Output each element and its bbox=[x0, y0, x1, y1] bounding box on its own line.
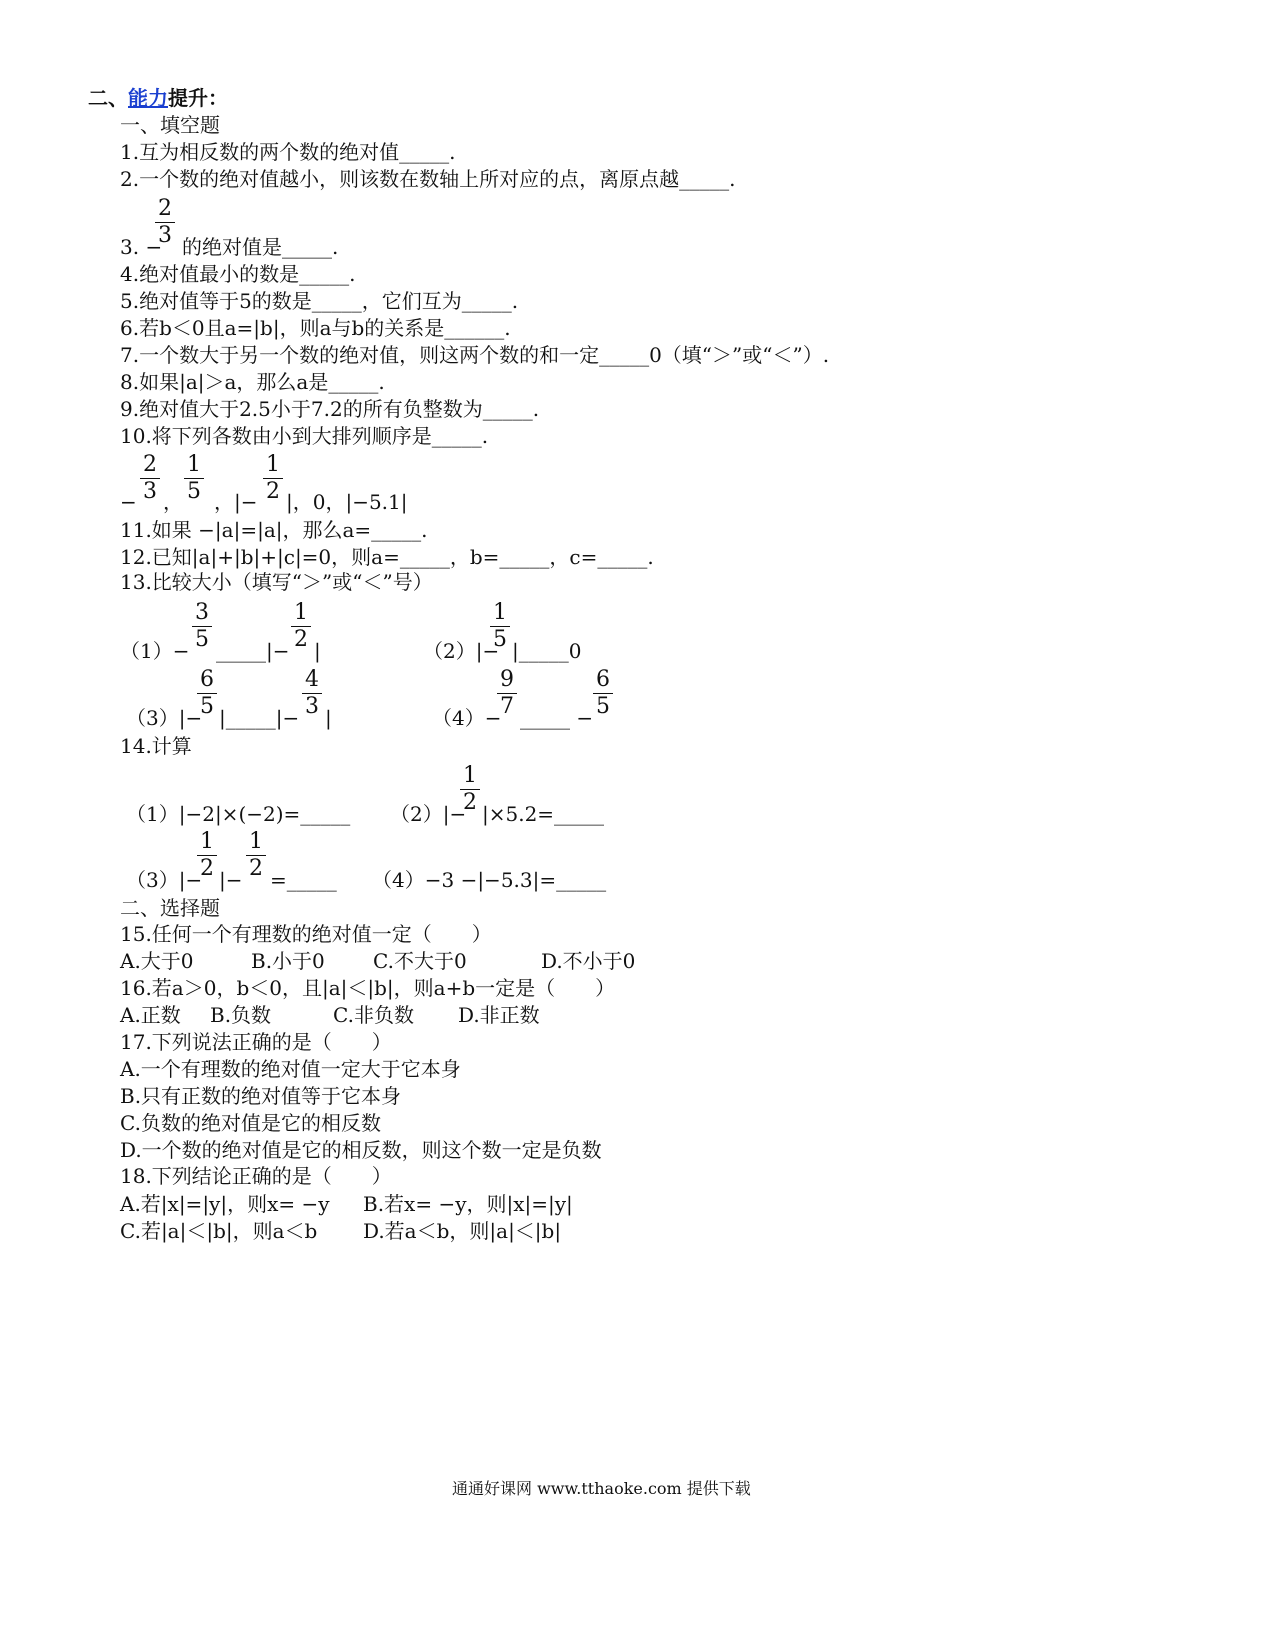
option: A.若|x|=|y|，则x= −y bbox=[120, 1192, 330, 1216]
denominator: 3 bbox=[140, 478, 160, 505]
option: D.不小于0 bbox=[541, 949, 636, 973]
numerator: 9 bbox=[500, 667, 514, 692]
fraction bbox=[246, 829, 266, 882]
option: D.一个数的绝对值是它的相反数，则这个数一定是负数 bbox=[120, 1138, 602, 1162]
item-text: | bbox=[325, 706, 332, 730]
denominator: 3 bbox=[302, 693, 322, 720]
question-9: 9.绝对值大于2.5小于7.2的所有负整数为_____. bbox=[120, 397, 540, 421]
question-17: 17.下列说法正确的是（ ） bbox=[120, 1030, 392, 1054]
list-text: − bbox=[120, 490, 137, 514]
question-3-suffix: 的绝对值是_____. bbox=[182, 235, 339, 259]
fraction bbox=[184, 452, 204, 505]
denominator: 2 bbox=[291, 626, 311, 653]
heading-suffix: 提升： bbox=[168, 86, 228, 110]
item-text: （2）|− bbox=[390, 802, 467, 826]
question-6: 6.若b＜0且a=|b|，则a与b的关系是______. bbox=[120, 316, 511, 340]
numerator: 6 bbox=[596, 667, 610, 692]
question-16: 16.若a＞0，b＜0，且|a|＜|b|，则a+b一定是（ ） bbox=[120, 976, 616, 1000]
numerator: 4 bbox=[305, 667, 319, 692]
denominator: 7 bbox=[497, 693, 517, 720]
numerator: 2 bbox=[143, 452, 157, 477]
list-text: ，|− bbox=[214, 490, 258, 514]
numerator: 1 bbox=[266, 452, 280, 477]
item-text: | bbox=[314, 639, 321, 663]
section-fill-title: 一、填空题 bbox=[120, 113, 220, 137]
item-text: （3）|− bbox=[126, 706, 203, 730]
numerator: 1 bbox=[463, 763, 477, 788]
section-heading bbox=[88, 86, 228, 110]
denominator: 5 bbox=[184, 478, 204, 505]
question-12: 12.已知|a|+|b|+|c|=0，则a=_____，b=_____，c=_____. bbox=[120, 545, 654, 569]
fraction bbox=[460, 763, 480, 816]
option: A.一个有理数的绝对值一定大于它本身 bbox=[120, 1057, 461, 1081]
question-18: 18.下列结论正确的是（ ） bbox=[120, 1164, 392, 1188]
question-15: 15.任何一个有理数的绝对值一定（ ） bbox=[120, 922, 492, 946]
question-7: 7.一个数大于另一个数的绝对值，则这两个数的和一定_____0（填“＞”或“＜”）. bbox=[120, 343, 830, 367]
numerator: 1 bbox=[187, 452, 201, 477]
option: B.小于0 bbox=[251, 949, 325, 973]
item-text: （2）|− bbox=[423, 639, 500, 663]
fraction bbox=[197, 667, 217, 720]
numerator: 1 bbox=[200, 829, 214, 854]
item-text: |_____|− bbox=[219, 706, 300, 730]
item-text: _____ − bbox=[520, 706, 594, 730]
fraction bbox=[593, 667, 613, 720]
question-5: 5.绝对值等于5的数是_____，它们互为_____. bbox=[120, 289, 519, 313]
fraction bbox=[497, 667, 517, 720]
numerator: 6 bbox=[200, 667, 214, 692]
denominator: 2 bbox=[197, 855, 217, 882]
item-text: |_____0 bbox=[512, 639, 582, 663]
numerator: 2 bbox=[158, 196, 172, 221]
list-text: |，0，|−5.1| bbox=[286, 490, 408, 514]
question-10: 10.将下列各数由小到大排列顺序是_____. bbox=[120, 424, 489, 448]
denominator: 5 bbox=[593, 693, 613, 720]
item-text: |− bbox=[219, 868, 243, 892]
option: C.非负数 bbox=[333, 1003, 414, 1027]
denominator: 5 bbox=[197, 693, 217, 720]
numerator: 1 bbox=[249, 829, 263, 854]
denominator: 5 bbox=[490, 626, 510, 653]
fraction bbox=[197, 829, 217, 882]
question-14: 14.计算 bbox=[120, 734, 192, 758]
item-text: （3）|− bbox=[126, 868, 203, 892]
option: A.大于0 bbox=[120, 949, 194, 973]
item-text: （4）− bbox=[432, 706, 502, 730]
item-text: （1）− bbox=[120, 639, 190, 663]
option: A.正数 bbox=[120, 1003, 181, 1027]
heading-prefix: 二、 bbox=[88, 86, 128, 110]
numerator: 3 bbox=[195, 600, 209, 625]
fraction bbox=[302, 667, 322, 720]
option: C.若|a|＜|b|，则a＜b bbox=[120, 1219, 318, 1243]
question-1: 1.互为相反数的两个数的绝对值_____. bbox=[120, 140, 456, 164]
numerator: 1 bbox=[294, 600, 308, 625]
section-choice-title: 二、选择题 bbox=[120, 896, 220, 920]
denominator: 3 bbox=[155, 222, 175, 249]
question-3-prefix: 3. − bbox=[120, 235, 163, 259]
list-text: ， bbox=[163, 490, 183, 514]
option: B.若x= −y，则|x|=|y| bbox=[363, 1192, 573, 1216]
item-text: =_____ bbox=[270, 868, 337, 892]
option: B.负数 bbox=[210, 1003, 272, 1027]
question-2: 2.一个数的绝对值越小，则该数在数轴上所对应的点，离原点越_____. bbox=[120, 167, 736, 191]
fraction bbox=[192, 600, 212, 653]
denominator: 2 bbox=[246, 855, 266, 882]
item-text: _____|− bbox=[216, 639, 290, 663]
item-text: |×5.2=_____ bbox=[482, 802, 605, 826]
question-11: 11.如果 −|a|=|a|，那么a=_____. bbox=[120, 518, 428, 542]
numerator: 1 bbox=[493, 600, 507, 625]
fraction bbox=[263, 452, 283, 505]
option: C.不大于0 bbox=[373, 949, 467, 973]
question-14-item-4: （4）−3 −|−5.3|=_____ bbox=[372, 868, 607, 892]
question-4: 4.绝对值最小的数是_____. bbox=[120, 262, 356, 286]
denominator: 5 bbox=[192, 626, 212, 653]
option: C.负数的绝对值是它的相反数 bbox=[120, 1111, 381, 1135]
heading-link[interactable]: 能力 bbox=[128, 86, 168, 110]
question-14-item-1: （1）|−2|×(−2)=_____ bbox=[126, 802, 351, 826]
question-13: 13.比较大小（填写“＞”或“＜”号） bbox=[120, 570, 433, 594]
denominator: 2 bbox=[263, 478, 283, 505]
fraction bbox=[155, 196, 175, 249]
option: D.若a＜b，则|a|＜|b| bbox=[363, 1219, 562, 1243]
fraction bbox=[291, 600, 311, 653]
question-8: 8.如果|a|＞a，那么a是_____. bbox=[120, 370, 385, 394]
denominator: 2 bbox=[460, 789, 480, 816]
option: D.非正数 bbox=[458, 1003, 540, 1027]
fraction bbox=[140, 452, 160, 505]
option: B.只有正数的绝对值等于它本身 bbox=[120, 1084, 402, 1108]
fraction bbox=[490, 600, 510, 653]
footer-text: 通通好课网 www.tthaoke.com 提供下载 bbox=[452, 1479, 751, 1498]
